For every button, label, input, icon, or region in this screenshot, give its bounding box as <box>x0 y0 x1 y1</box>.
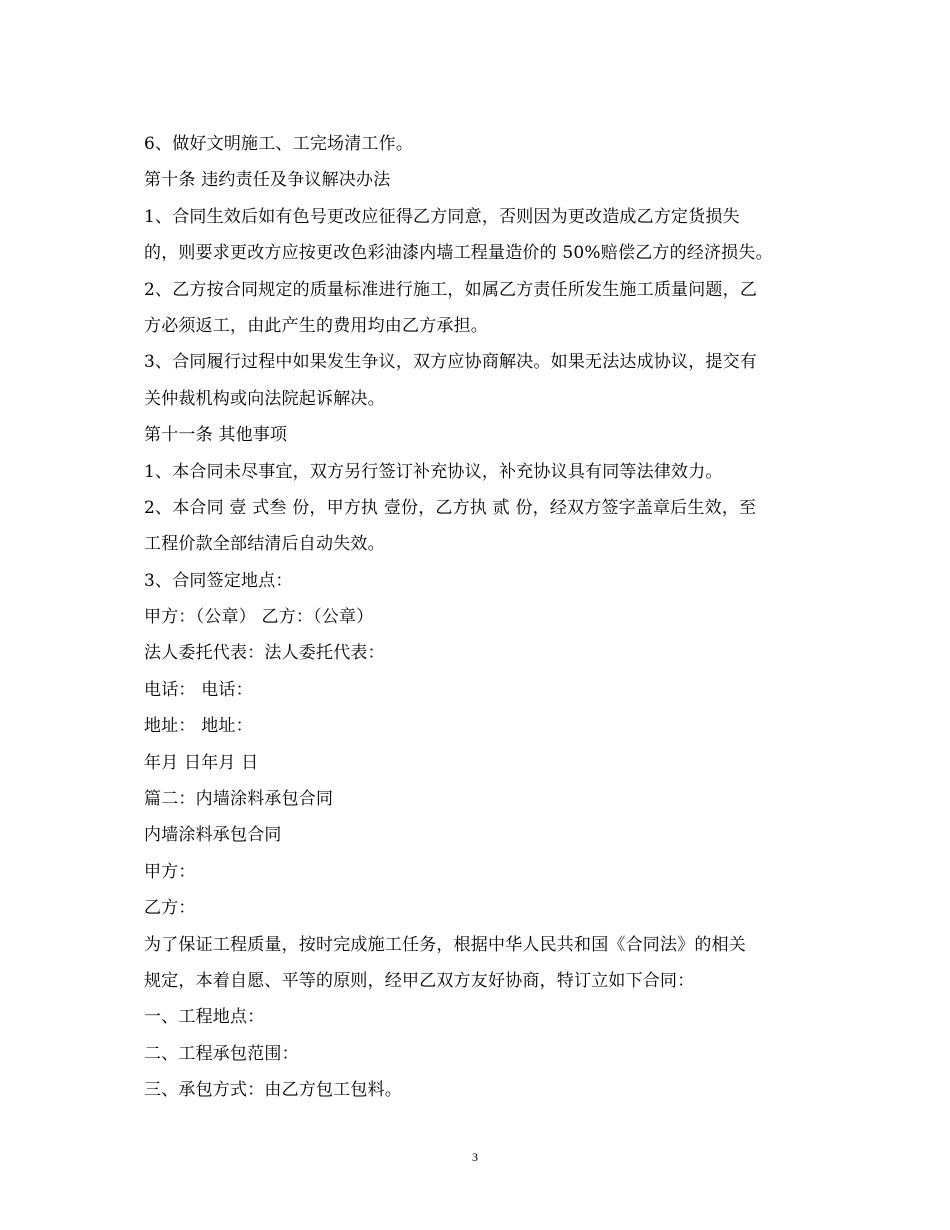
signature-line: 法人委托代表：法人委托代表： <box>144 643 385 664</box>
section-heading: 篇二：内墙涂料承包合同 <box>144 789 334 810</box>
party-line: 甲方： <box>144 861 196 882</box>
signature-line: 年月 日年月 日 <box>144 752 259 773</box>
text-line: 3、合同履行过程中如果发生争议，双方应协商解决。如果无法达成协议，提交有 <box>144 352 758 373</box>
text-line: 方必须返工，由此产生的费用均由乙方承担。 <box>144 315 488 336</box>
section-heading: 第十条 违约责任及争议解决办法 <box>144 170 391 191</box>
signature-line: 地址： 地址： <box>144 716 253 737</box>
signature-line: 电话： 电话： <box>144 679 253 700</box>
document-title: 内墙涂料承包合同 <box>144 825 282 846</box>
text-line: 关仲裁机构或向法院起诉解决。 <box>144 388 385 409</box>
list-item: 二、工程承包范围： <box>144 1043 299 1064</box>
text-line: 规定，本着自愿、平等的原则，经甲乙双方友好协商，特订立如下合同： <box>144 970 695 991</box>
section-heading: 第十一条 其他事项 <box>144 425 288 446</box>
list-item: 三、承包方式：由乙方包工包料。 <box>144 1080 402 1101</box>
text-line: 1、本合同未尽事宜，双方另行签订补充协议，补充协议具有同等法律效力。 <box>144 461 723 482</box>
text-line: 的，则要求更改方应按更改色彩油漆内墙工程量造价的 50%赔偿乙方的经济损失。 <box>144 243 773 264</box>
signature-line: 甲方：（公章） 乙方：（公章） <box>144 607 374 628</box>
list-item: 一、工程地点： <box>144 1007 265 1028</box>
text-line: 3、合同签定地点： <box>144 570 293 591</box>
page-number: 3 <box>472 1150 478 1164</box>
party-line: 乙方： <box>144 898 196 919</box>
document-body <box>144 126 814 1109</box>
text-line: 2、本合同 壹 式叁 份，甲方执 壹份，乙方执 贰 份，经双方签字盖章后生效，至 <box>144 497 757 518</box>
text-line: 2、乙方按合同规定的质量标准进行施工，如属乙方责任所发生施工质量问题，乙 <box>144 279 758 300</box>
text-line: 1、合同生效后如有色号更改应征得乙方同意，否则因为更改造成乙方定货损失 <box>144 206 740 227</box>
text-line: 为了保证工程质量，按时完成施工任务，根据中华人民共和国《合同法》的相关 <box>144 934 746 955</box>
text-line: 6、做好文明施工、工完场清工作。 <box>144 134 414 154</box>
text-line: 工程价款全部结清后自动失效。 <box>144 534 385 555</box>
